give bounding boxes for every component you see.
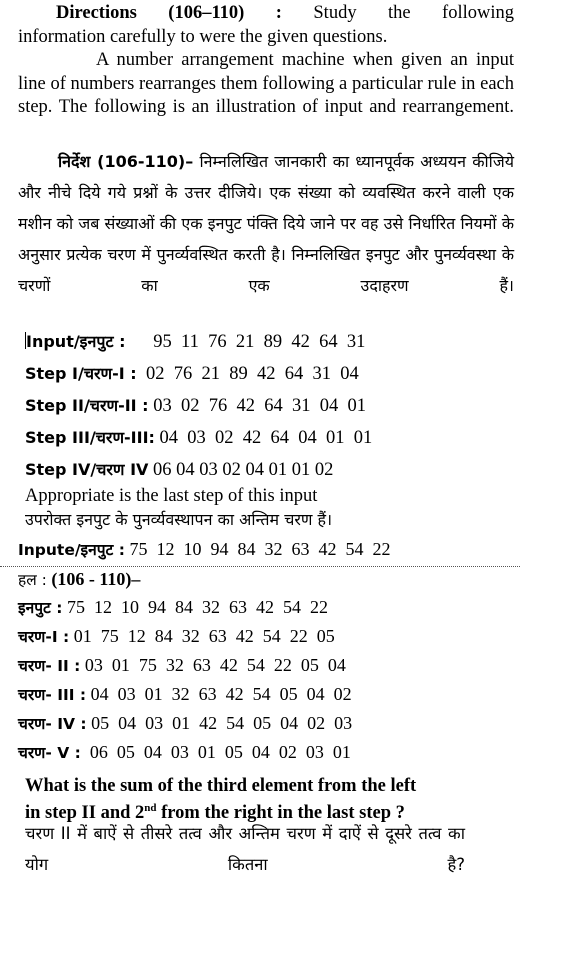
solution-row-step-4	[18, 712, 352, 734]
example-step-1-row	[25, 362, 359, 385]
solution-row-step-5	[18, 741, 351, 763]
question-en-line-2a: in step II and 2	[25, 803, 145, 824]
example-step-1-values: 02 76 21 89 42 64 31 04	[145, 364, 359, 384]
example-input-label: Input/इनपुट :	[26, 332, 126, 351]
directions-paragraph: A number arrangement machine when given an input line of numbers rearranges them following a particular rule in each step. The following is an illustration of input and rearrangement.	[18, 50, 514, 117]
question-en	[25, 775, 505, 824]
solution-row-label: चरण- IV :	[18, 715, 87, 733]
solution-row-values: 04 03 01 32 63 42 54 05 04 02	[90, 684, 352, 704]
solution-row-step-1	[18, 625, 335, 647]
solution-row-label: चरण- III :	[18, 686, 87, 704]
solution-row-values: 75 12 10 94 84 32 63 42 54 22	[66, 597, 328, 617]
solution-row-label: इनपुट :	[18, 599, 63, 617]
solution-row-step-3	[18, 683, 352, 705]
example-step-1-label: Step I/चरण-I :	[25, 364, 137, 383]
hindi-directions-text: निम्नलिखित जानकारी का ध्यानपूर्वक अध्ययन कीजिये और नीचे दिये गये प्रश्नों के उत्तर दीजिये। एक संख्या को व्यवस्थित करने वाली एक मशीन को जब संख्याओं की एक इनपुट पंक्ति दिये जाने पर वह उसे निर्धारित नियमों के अनुसार प्रत्येक चरण में पुनर्व्यवस्थित करती है। निम्नलिखित इनपुट और पुनर्व्यवस्था के चरणों का एक उदाहरण हैं।	[18, 152, 514, 295]
directions-block	[18, 2, 514, 120]
example-step-4-row	[25, 458, 333, 481]
solution-heading-hi: हल :	[18, 571, 47, 589]
directions-line-2: information carefully to were the given questions.	[18, 26, 388, 47]
solution-heading	[18, 568, 140, 590]
new-input-values: 75 12 10 94 84 32 63 42 54 22	[129, 539, 391, 559]
question-en-line-2b: from the right in the last step ?	[156, 803, 405, 824]
directions-text-1: Study the following	[313, 3, 514, 23]
solution-row-label: चरण- II :	[18, 657, 81, 675]
solution-row-values: 03 01 75 32 63 42 54 22 05 04	[84, 655, 346, 675]
solution-row-values: 05 04 03 01 42 54 05 04 02 03	[91, 713, 353, 733]
solution-row-label: चरण-I :	[18, 628, 70, 646]
question-en-line-1: What is the sum of the third element from the left	[25, 776, 417, 796]
example-step-4-values: 06 04 03 02 04 01 01 02	[153, 460, 334, 480]
solution-row-values: 01 75 12 84 32 63 42 54 22 05	[73, 626, 335, 646]
hindi-directions-block	[18, 146, 514, 301]
new-input-label: Inpute/इनपुट :	[18, 541, 125, 559]
example-step-3-label: Step III/चरण-III:	[25, 428, 155, 447]
solution-row-values: 06 05 04 03 01 05 04 02 03 01	[89, 742, 351, 762]
question-hi: चरण II में बाऐं से तीसरे तत्व और अन्तिम चरण में दाऐं से दूसरे तत्व का योग कितना है?	[25, 824, 465, 874]
directions-label: Directions (106–110) :	[56, 3, 282, 23]
example-step-2-row	[25, 394, 366, 417]
example-step-3-values: 04 03 02 42 64 04 01 01	[159, 428, 373, 448]
question-en-sup: nd	[144, 802, 157, 814]
appropriate-en: Appropriate is the last step of this input	[25, 486, 318, 506]
appropriate-hi: उपरोक्त इनपुट के पुनर्व्यवस्थापन का अन्तिम चरण हैं।	[25, 510, 333, 529]
solution-row-input	[18, 596, 328, 618]
new-input-row	[18, 538, 390, 560]
example-step-4-label: Step IV/चरण IV	[25, 460, 149, 479]
solution-row-step-2	[18, 654, 346, 676]
example-step-3-row	[25, 426, 372, 449]
example-input-values: 95 11 76 21 89 42 64 31	[153, 332, 366, 352]
example-input-row	[25, 330, 365, 353]
directions-line-1	[18, 2, 514, 26]
example-step-2-values: 03 02 76 42 64 31 04 01	[153, 396, 366, 416]
solution-heading-num: (106 - 110)–	[51, 569, 141, 589]
solution-row-label: चरण- V :	[18, 744, 81, 762]
example-step-2-label: Step II/चरण-II :	[25, 396, 149, 415]
hindi-directions-label: निर्देश (106-110)–	[58, 152, 194, 171]
dotted-divider	[0, 566, 520, 567]
